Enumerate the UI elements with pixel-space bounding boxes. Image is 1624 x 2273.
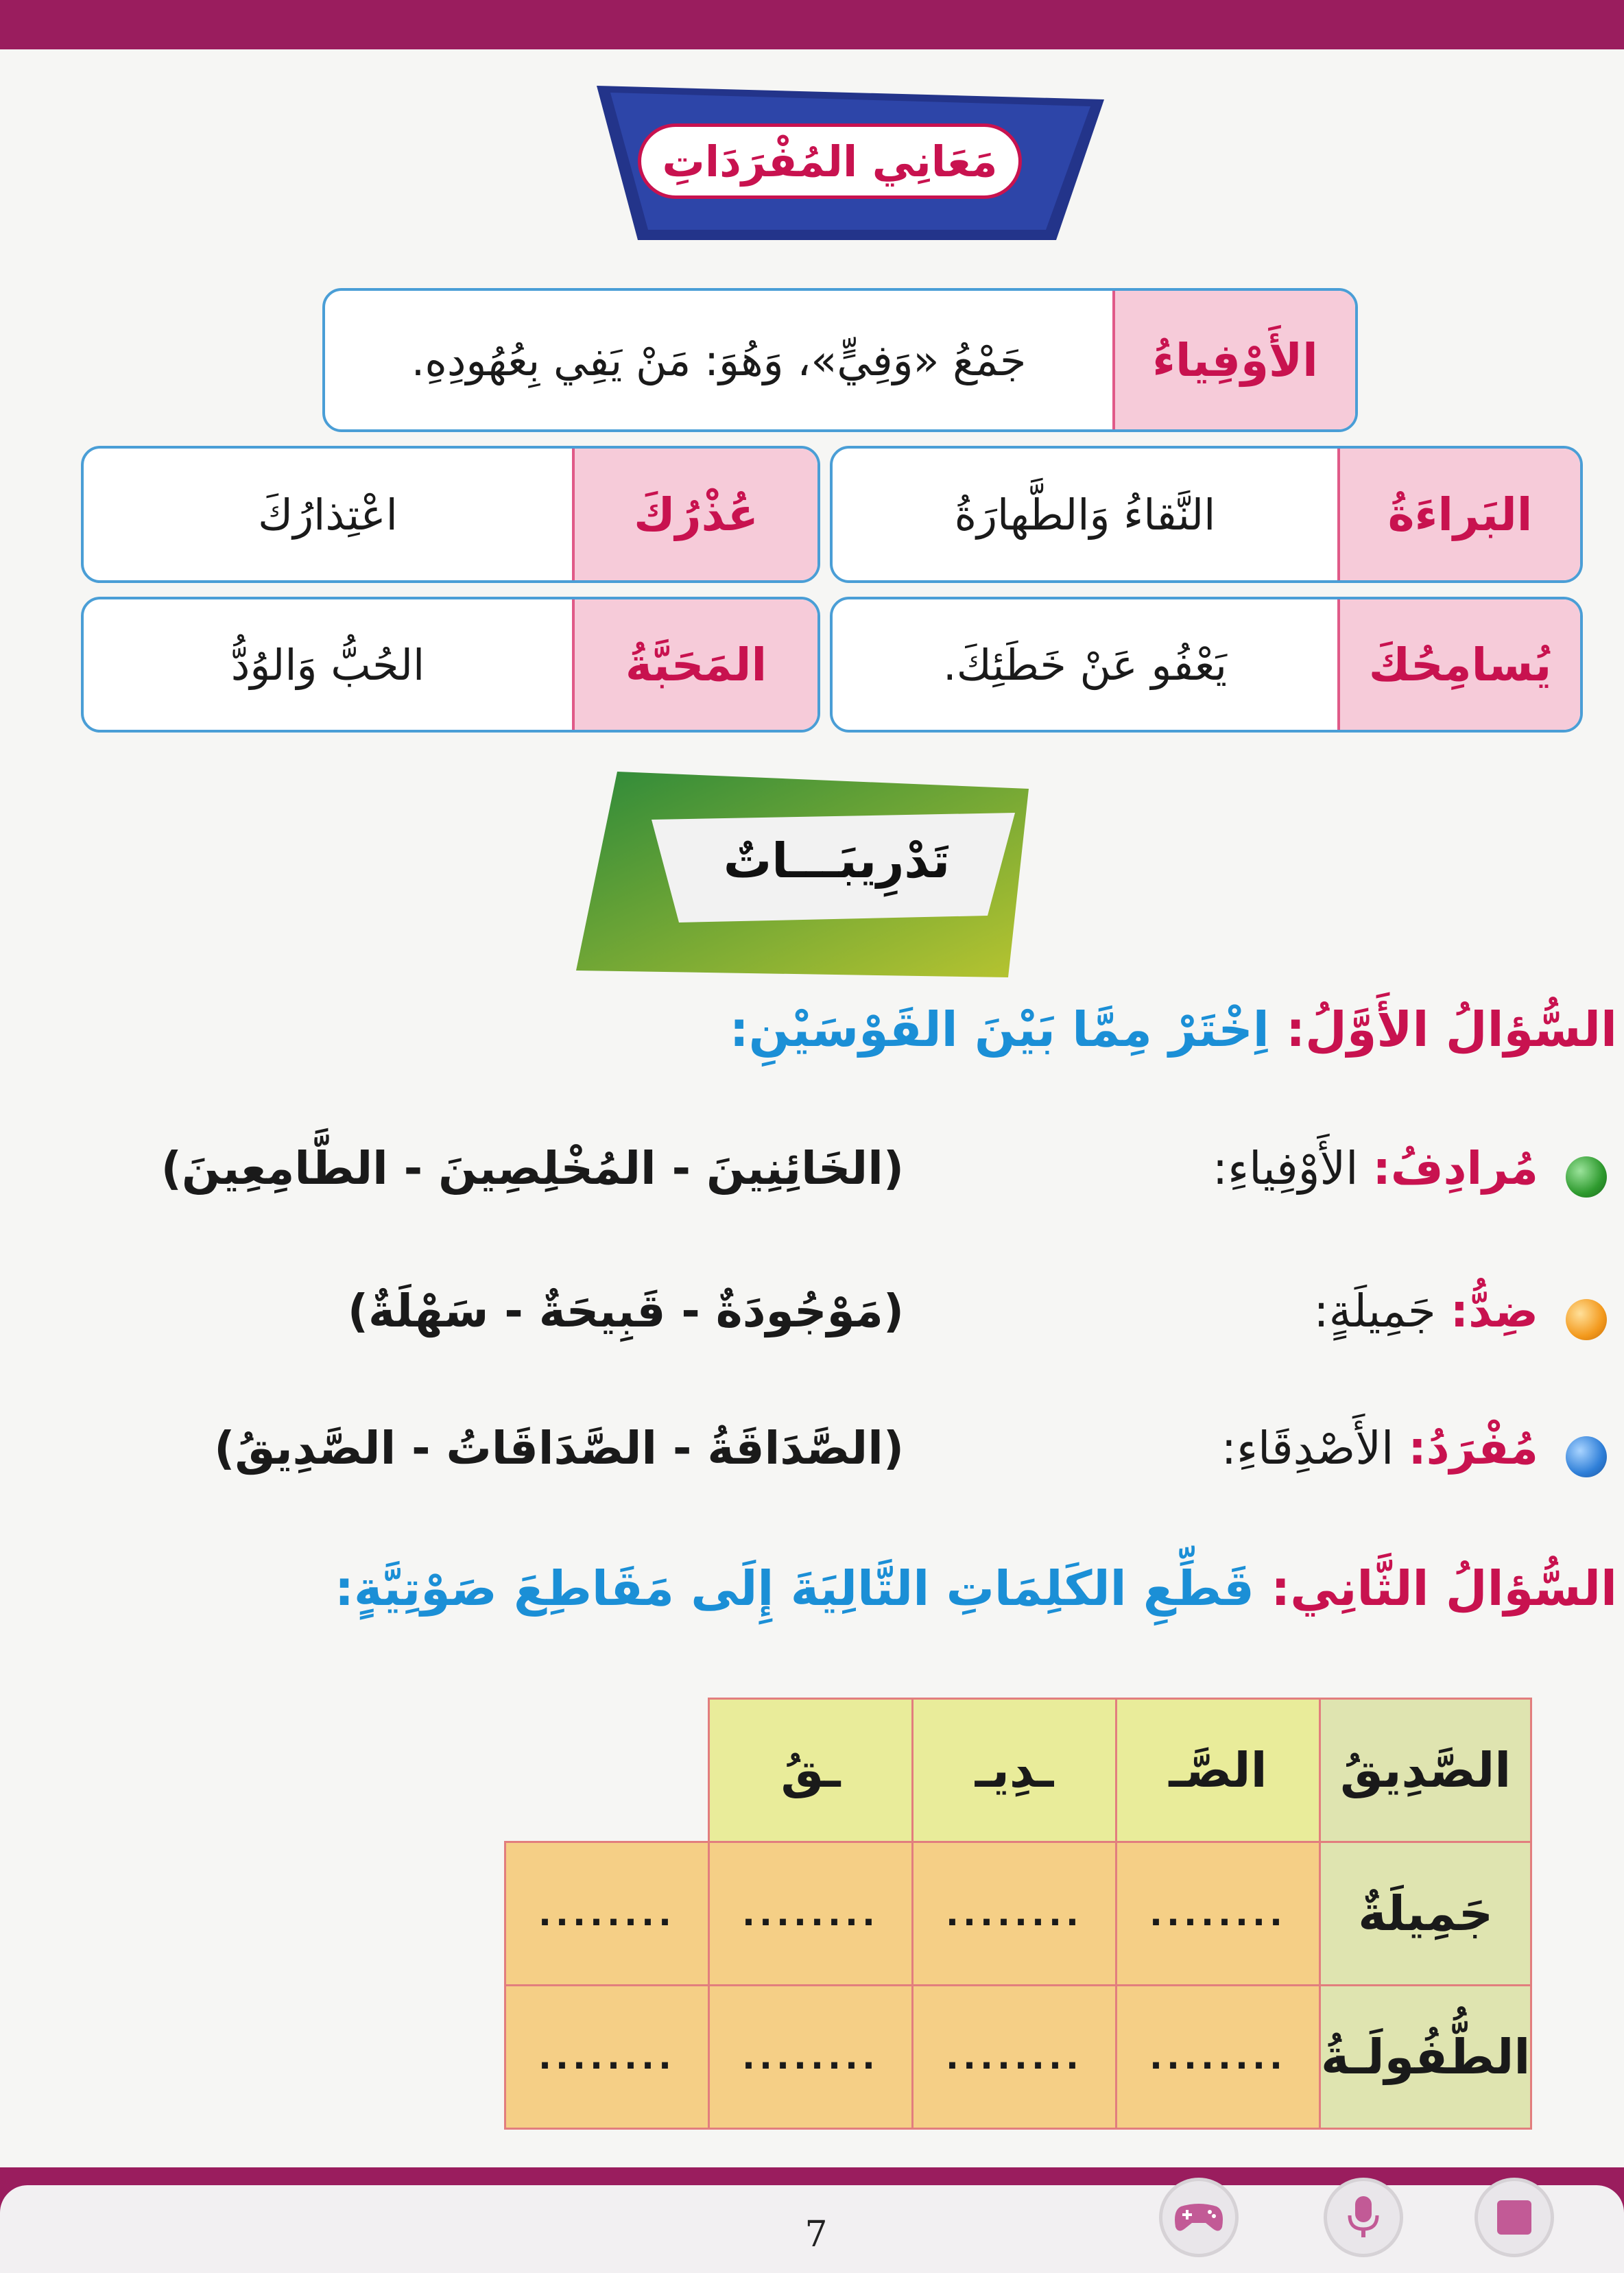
- q1-item-2: [1313, 1285, 1538, 1337]
- answer-blank[interactable]: ........: [505, 1986, 709, 2129]
- syllable-table: [504, 1698, 1532, 2130]
- table-row: [505, 1986, 1531, 2129]
- vocab-box-5: [81, 597, 820, 733]
- answer-blank[interactable]: ........: [913, 1842, 1116, 1986]
- vocab-term: الأَوْفِياءُ: [1112, 291, 1355, 429]
- answer-blank[interactable]: ........: [505, 1842, 709, 1986]
- table-word: جَمِيلَةٌ: [1320, 1842, 1531, 1986]
- answer-blank[interactable]: ........: [913, 1986, 1116, 2129]
- question-1: [730, 1001, 1617, 1058]
- vocab-term: البَراءَةُ: [1337, 449, 1580, 580]
- q1-item-1: [1213, 1142, 1538, 1195]
- table-word: الطُّفُولَـةُ: [1320, 1986, 1531, 2129]
- q1-options-2: (مَوْجُودَةٌ - قَبِيحَةٌ - سَهْلَةٌ): [347, 1285, 904, 1337]
- vocab-term: المَحَبَّةُ: [572, 599, 817, 730]
- top-bar: [0, 0, 1624, 49]
- empty-cell: [505, 1699, 709, 1842]
- game-button[interactable]: [1159, 2178, 1239, 2257]
- answer-blank[interactable]: ........: [709, 1986, 913, 2129]
- table-row: [505, 1699, 1531, 1842]
- answer-blank[interactable]: ........: [1116, 1842, 1320, 1986]
- question-2-label: السُّؤالُ الثَّانِي:: [1271, 1560, 1617, 1617]
- answer-blank[interactable]: ........: [709, 1842, 913, 1986]
- q1-item-3: [1221, 1422, 1538, 1475]
- vocab-box-4: [830, 597, 1583, 733]
- question-2-instruction: قَطِّعِ الكَلِمَاتِ التَّالِيَةَ إِلَى مَقَاطِعَ صَوْتِيَّةٍ:: [334, 1560, 1254, 1617]
- vocab-definition: جَمْعُ «وَفِيٍّ»، وَهُوَ: مَنْ يَفِي بِعُهُودِهِ.: [411, 335, 1027, 385]
- exercises-title: تَدْرِيبَـــاتٌ: [723, 833, 951, 889]
- page-number: 7: [804, 2214, 828, 2255]
- microphone-button[interactable]: [1324, 2178, 1403, 2257]
- table-row: [505, 1842, 1531, 1986]
- gamepad-icon: [1171, 2197, 1226, 2238]
- vocab-definition: الحُبُّ وَالوُدُّ: [230, 639, 425, 690]
- green-bullet-icon: [1566, 1156, 1607, 1198]
- blue-bullet-icon: [1566, 1436, 1607, 1477]
- vocab-title: مَعَانِي المُفْرَدَاتِ: [638, 123, 1022, 199]
- q1-item-key: مُرادِفُ:: [1372, 1142, 1538, 1195]
- vocab-term: يُسامِحُكَ: [1337, 599, 1580, 730]
- question-1-instruction: اِخْتَرْ مِمَّا بَيْنَ القَوْسَيْنِ:: [729, 1001, 1269, 1058]
- table-word: الصَّدِيقُ: [1320, 1699, 1531, 1842]
- syllable-cell: الصَّـ: [1116, 1699, 1320, 1842]
- vocab-box-3: [81, 446, 820, 583]
- vocab-definition: يَعْفُو عَنْ خَطَئِكَ.: [942, 639, 1228, 690]
- q1-item-key: ضِدُّ:: [1450, 1285, 1538, 1337]
- answer-blank[interactable]: ........: [1116, 1986, 1320, 2129]
- vocab-term: عُذْرُكَ: [572, 449, 817, 580]
- q1-item-key: مُفْرَدُ:: [1408, 1422, 1538, 1475]
- vocab-box-2: [830, 446, 1583, 583]
- question-1-label: السُّؤالُ الأَوَّلُ:: [1286, 1001, 1617, 1058]
- vocab-box-1: [322, 288, 1358, 432]
- q1-options-1: (الخَائِنِينَ - المُخْلِصِينَ - الطَّامِعِينَ): [160, 1142, 904, 1195]
- vocab-definition: النَّقاءُ وَالطَّهارَةُ: [954, 489, 1216, 540]
- vocab-definition: اعْتِذارُكَ: [258, 489, 398, 540]
- orange-bullet-icon: [1566, 1299, 1607, 1340]
- q1-item-word: جَمِيلَةٍ:: [1313, 1285, 1436, 1337]
- question-2: [335, 1560, 1617, 1617]
- q1-item-word: الأَوْفِياءِ:: [1212, 1142, 1359, 1195]
- stop-button[interactable]: [1474, 2178, 1554, 2257]
- syllable-cell: ـقُ: [709, 1699, 913, 1842]
- syllable-cell: ـدِيـ: [913, 1699, 1116, 1842]
- microphone-icon: [1343, 2193, 1384, 2241]
- q1-options-3: (الصَّدَاقَةُ - الصَّدَاقَاتُ - الصَّدِيقُ): [214, 1422, 904, 1475]
- stop-icon: [1497, 2200, 1531, 2235]
- q1-item-word: الأَصْدِقَاءِ:: [1221, 1422, 1394, 1475]
